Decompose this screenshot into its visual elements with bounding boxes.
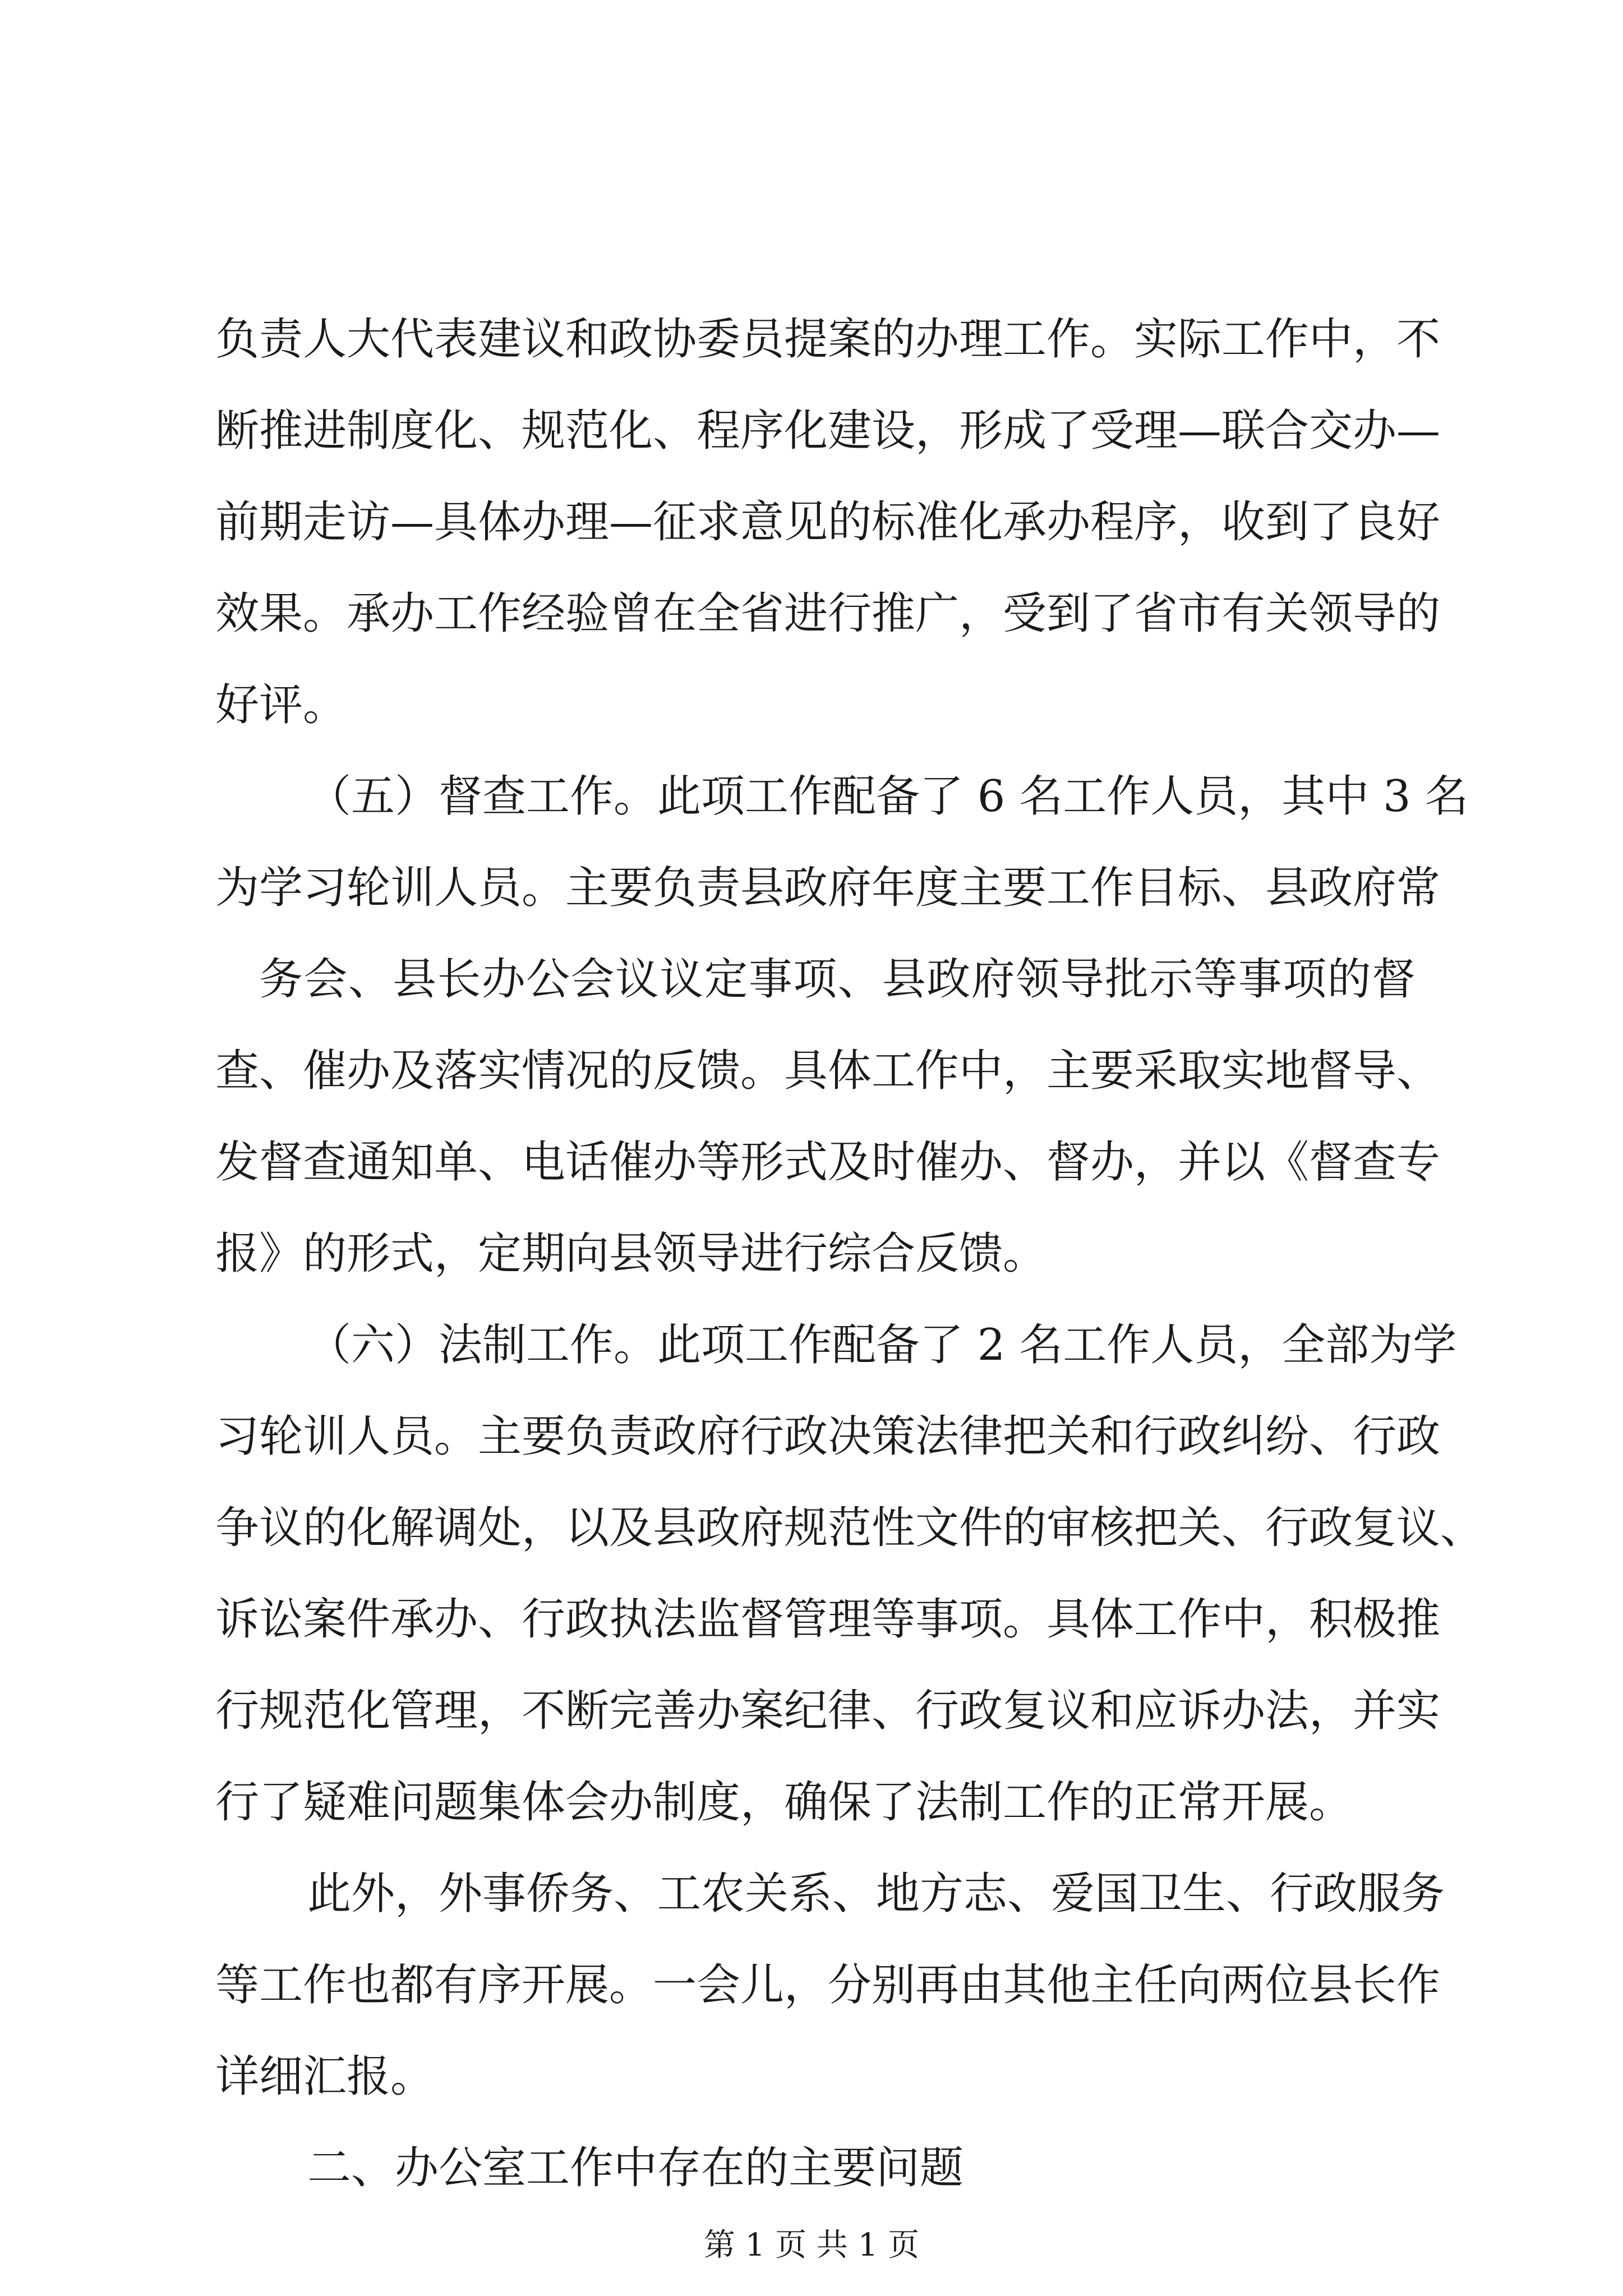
text-line: 诉讼案件承办、行政执法监督管理等事项。具体工作中，积极推 bbox=[215, 1594, 1441, 1645]
text-line: 报》的形式，定期向县领导进行综合反馈。 bbox=[215, 1228, 1047, 1279]
page-number: 第 1 页 共 1 页 bbox=[703, 2227, 920, 2263]
text-line: 查、催办及落实情况的反馈。具体工作中，主要采取实地督导、 bbox=[215, 1046, 1441, 1096]
text-line: 负责人大代表建议和政协委员提案的办理工作。实际工作中，不 bbox=[215, 314, 1441, 365]
section-heading: 二、办公室工作中存在的主要问题 bbox=[307, 2143, 964, 2193]
text-line: 行了疑难问题集体会办制度，确保了法制工作的正常开展。 bbox=[215, 1777, 1353, 1828]
text-line: 前期走访—具体办理—征求意见的标准化承办程序，收到了良好 bbox=[215, 497, 1441, 547]
text-line: 断推进制度化、规范化、程序化建设，形成了受理—联合交办— bbox=[215, 406, 1441, 456]
text-line: 务会、县长办公会议议定事项、县政府领导批示等事项的督 bbox=[259, 954, 1415, 1005]
text-line: 习轮训人员。主要负责政府行政决策法律把关和行政纠纷、行政 bbox=[215, 1411, 1441, 1462]
section-heading-line: （六）法制工作。此项工作配备了 2 名工作人员，全部为学 bbox=[307, 1320, 1457, 1370]
text-line: 效果。承办工作经验曾在全省进行推广，受到了省市有关领导的 bbox=[215, 588, 1441, 639]
text-line: 此外，外事侨务、工农关系、地方志、爱国卫生、行政服务 bbox=[307, 1869, 1445, 1919]
text-line: 好评。 bbox=[215, 680, 347, 730]
text-line: 行规范化管理，不断完善办案纪律、行政复议和应诉办法，并实 bbox=[215, 1686, 1441, 1736]
text-line: 为学习轮训人员。主要负责县政府年度主要工作目标、县政府常 bbox=[215, 863, 1441, 913]
text-line: 等工作也都有序开展。一会儿，分别再由其他主任向两位县长作 bbox=[215, 1960, 1441, 2010]
text-line: 争议的化解调处，以及县政府规范性文件的审核把关、行政复议、 bbox=[215, 1503, 1484, 1553]
text-line: 详细汇报。 bbox=[215, 2051, 435, 2102]
section-heading-line: （五）督查工作。此项工作配备了 6 名工作人员，其中 3 名 bbox=[307, 771, 1469, 822]
text-line: 发督查通知单、电话催办等形式及时催办、督办，并以《督查专 bbox=[215, 1137, 1441, 1188]
